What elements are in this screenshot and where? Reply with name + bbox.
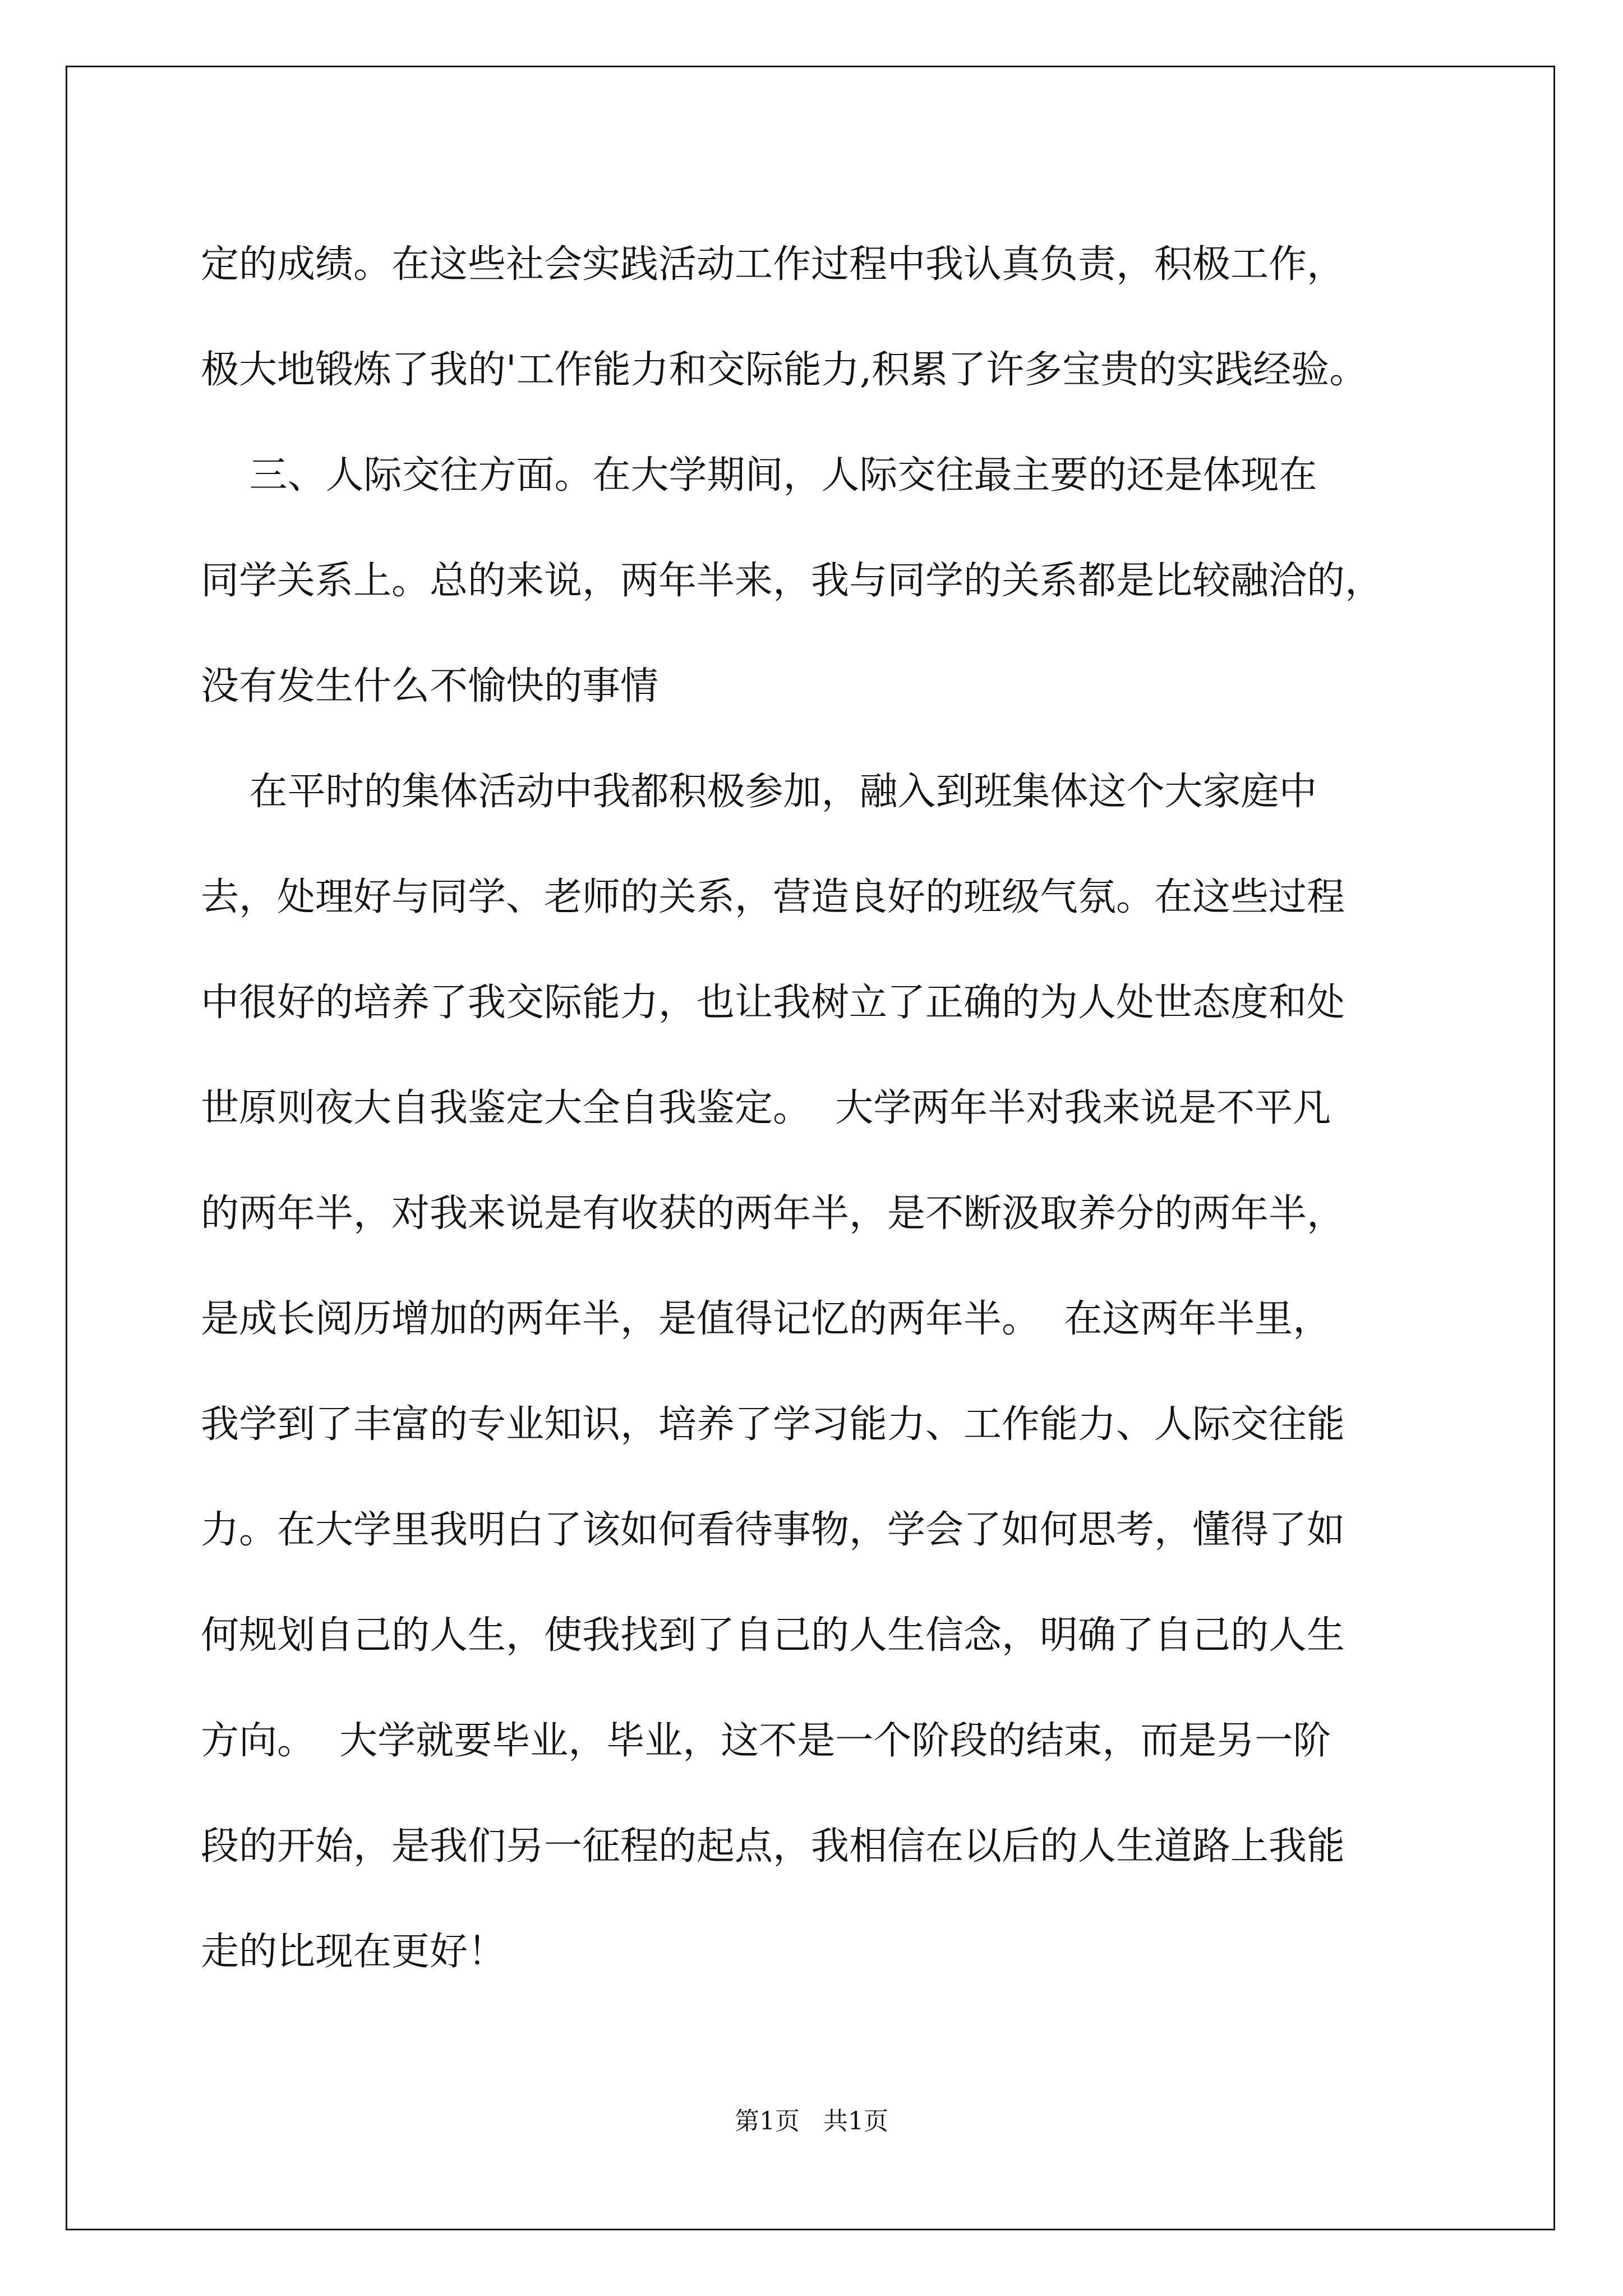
text-line: 何规划自己的人生，使我找到了自己的人生信念，明确了自己的人生	[201, 1613, 1345, 1658]
document-body	[201, 212, 1496, 2005]
text-line: 是成长阅历增加的两年半，是值得记忆的两年半。 在这两年半里，	[201, 1297, 1331, 1341]
text-line: 世原则夜大自我鉴定大全自我鉴定。 大学两年半对我来说是不平凡	[201, 1086, 1331, 1130]
text-line: 同学关系上。总的来说，两年半来，我与同学的关系都是比较融洽的，	[201, 559, 1384, 603]
text-line: 力。在大学里我明白了该如何看待事物，学会了如何思考，懂得了如	[201, 1508, 1345, 1552]
text-line: 的两年半，对我来说是有收获的两年半，是不断汲取养分的两年半，	[201, 1191, 1345, 1236]
text-line: 中很好的培养了我交际能力，也让我树立了正确的为人处世态度和处	[201, 981, 1345, 1025]
text-line: 没有发生什么不愉快的事情	[201, 664, 659, 708]
text-line: 段的开始，是我们另一征程的起点，我相信在以后的人生道路上我能	[201, 1824, 1345, 1869]
text-line: 去，处理好与同学、老师的关系，营造良好的班级气氛。在这些过程	[201, 875, 1345, 919]
text-line: 在平时的集体活动中我都积极参加，融入到班集体这个大家庭中	[201, 770, 1317, 814]
text-line: 走的比现在更好！	[201, 1930, 506, 1974]
page-number-footer: 第1页 共1页	[735, 2107, 888, 2136]
text-line: 定的成绩。在这些社会实践活动工作过程中我认真负责，积极工作，	[201, 242, 1345, 287]
text-line: 我学到了丰富的专业知识，培养了学习能力、工作能力、人际交往能	[201, 1402, 1345, 1447]
text-line: 方向。 大学就要毕业，毕业，这不是一个阶段的结束，而是另一阶	[201, 1719, 1331, 1763]
text-line: 三、人际交往方面。在大学期间，人际交往最主要的还是体现在	[201, 453, 1317, 498]
text-line: 极大地锻炼了我的'工作能力和交际能力,积累了许多宝贵的实践经验。	[201, 348, 1368, 392]
